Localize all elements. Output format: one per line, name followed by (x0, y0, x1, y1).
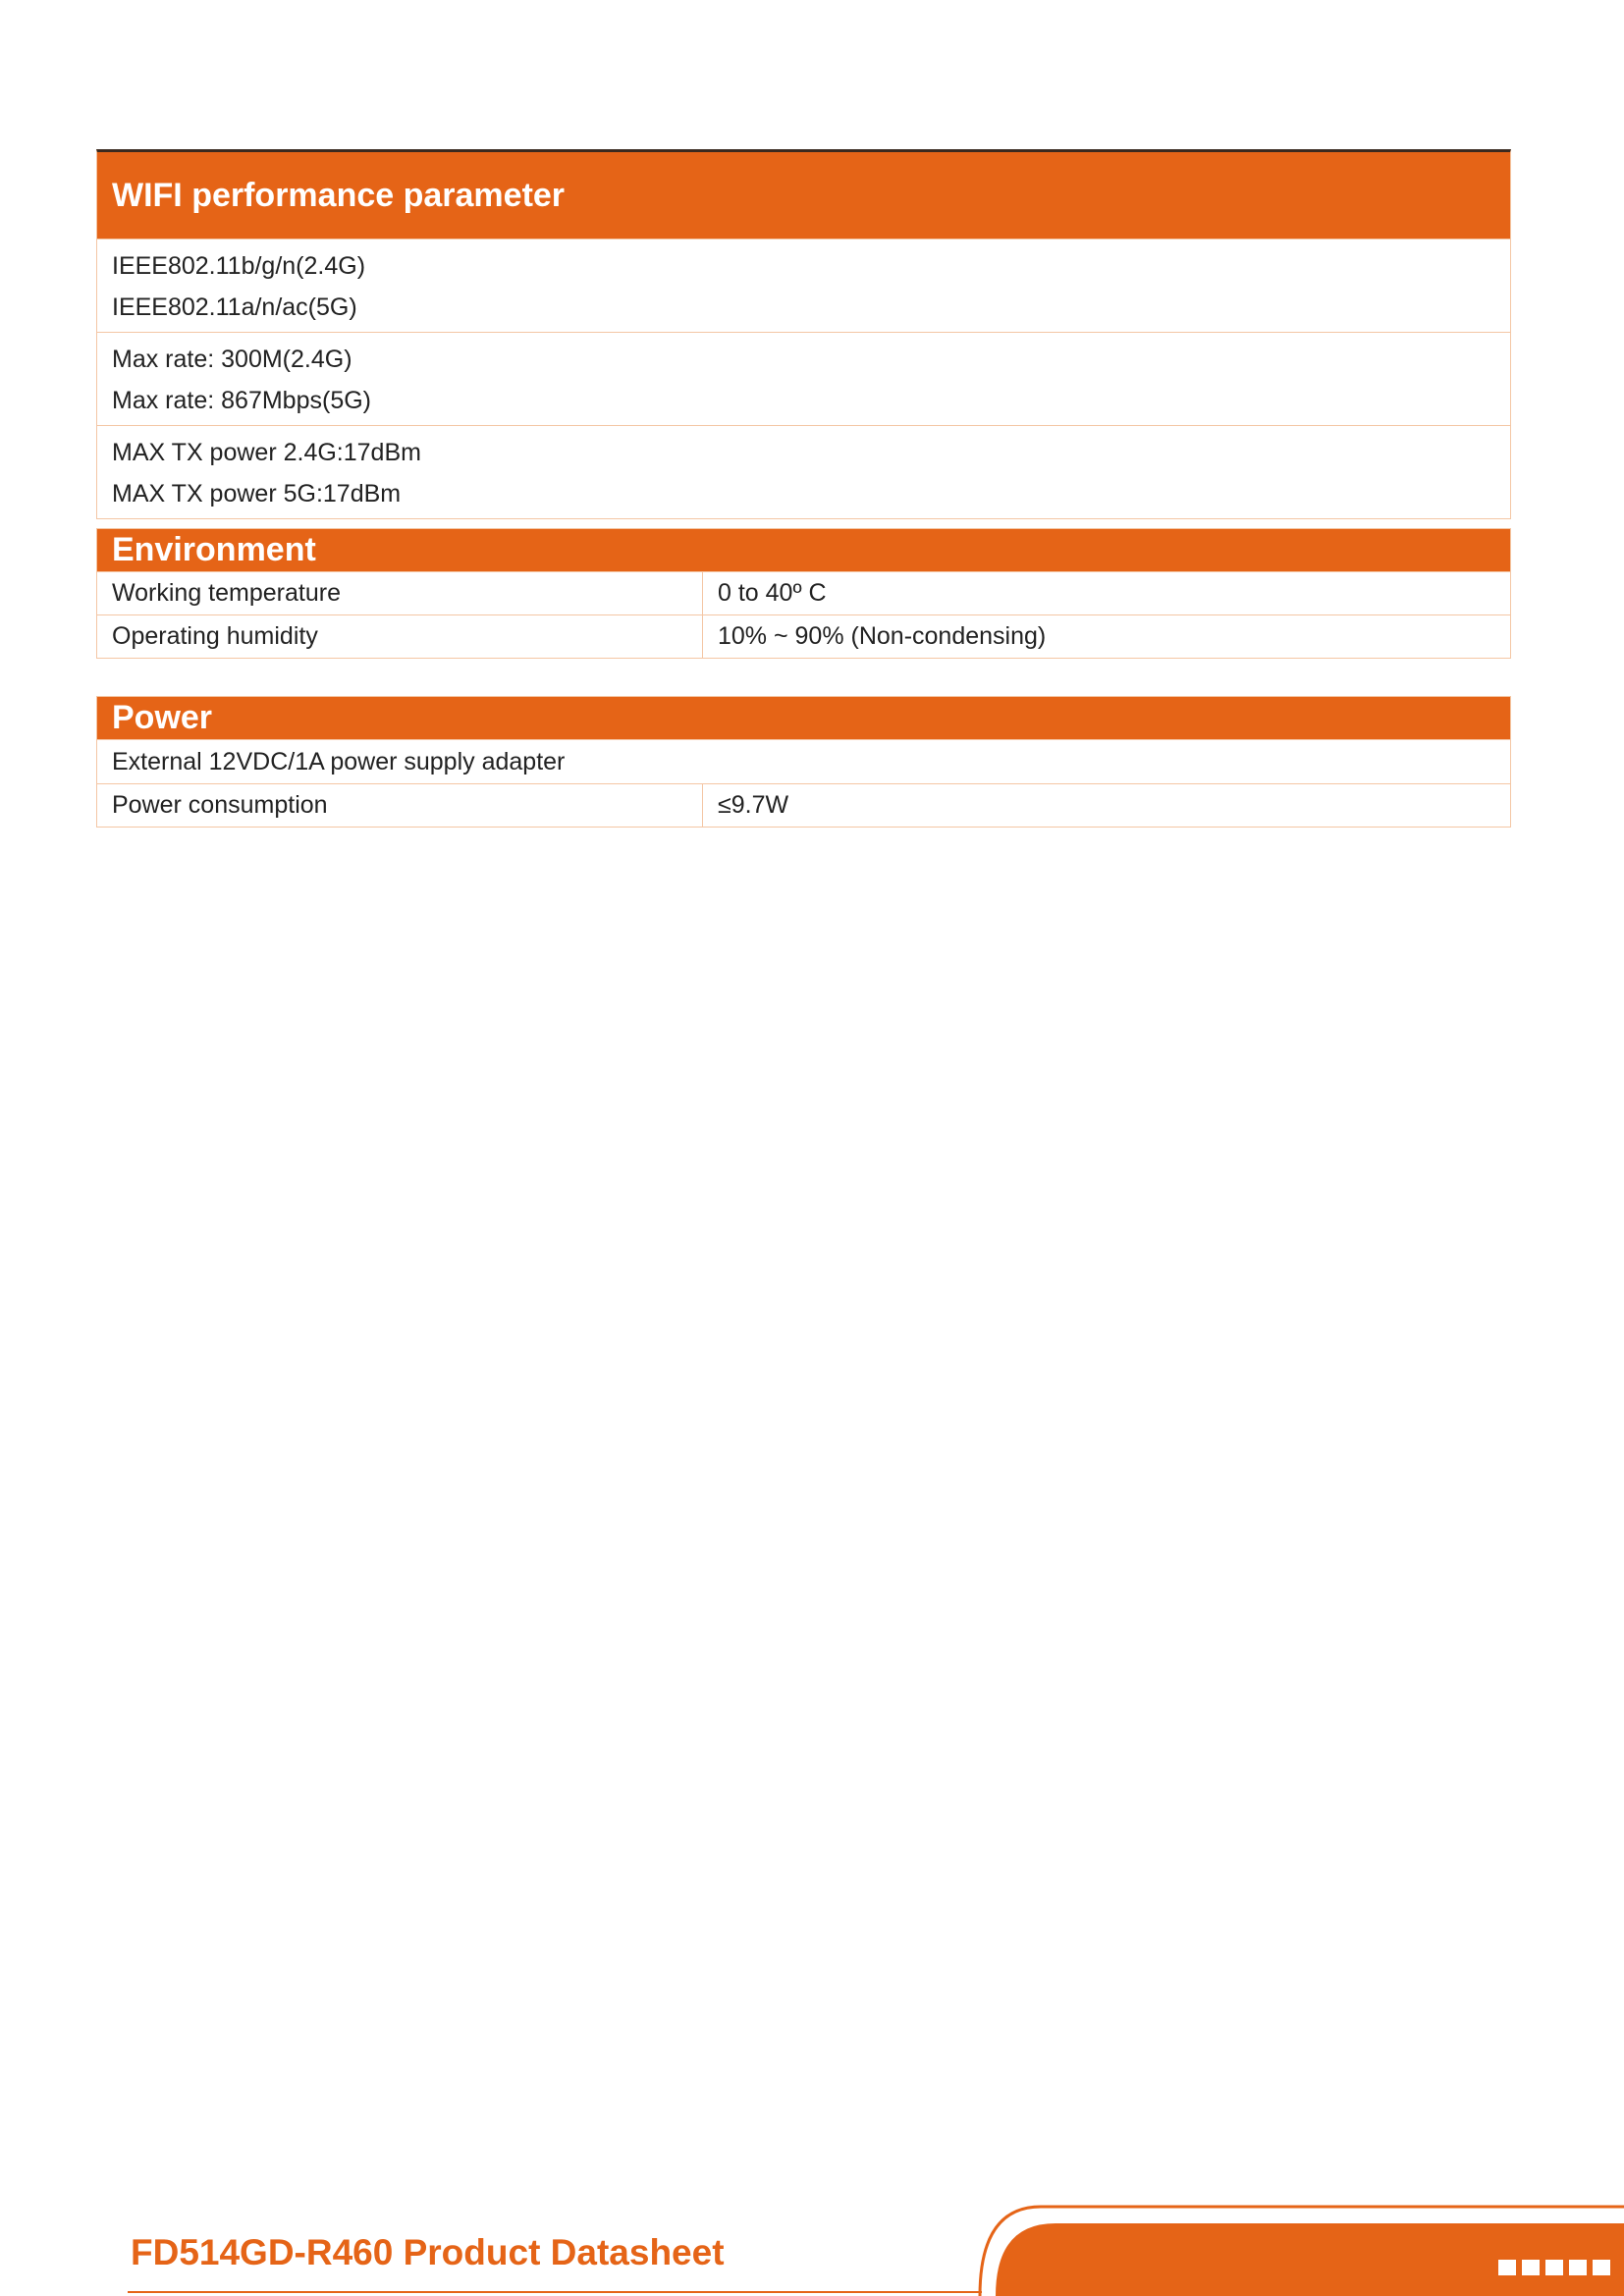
table-row (97, 783, 1510, 827)
table-row (97, 614, 1510, 658)
footer-divider (128, 2291, 982, 2293)
table-row (97, 425, 1510, 518)
table-row: External 12VDC/1A power supply adapter (97, 739, 1510, 783)
footer-squares-icon (1498, 2260, 1610, 2275)
row-label: Working temperature (97, 572, 703, 614)
row-value: 0 to 40º C (718, 579, 827, 607)
max-rate-5g: Max rate: 867Mbps(5G) (112, 387, 371, 414)
wifi-performance-section (96, 149, 1511, 519)
wifi-standard-24g: IEEE802.11b/g/n(2.4G) (112, 252, 366, 280)
footer-decoration (972, 2199, 1624, 2296)
section-title: WIFI performance parameter (97, 152, 1510, 239)
row-value: ≤9.7W (718, 791, 789, 819)
row-label: Operating humidity (97, 615, 703, 658)
footer-title: FD514GD-R460 Product Datasheet (131, 2232, 725, 2272)
max-rate-24g: Max rate: 300M(2.4G) (112, 346, 352, 373)
power-section (96, 696, 1511, 828)
tx-power-24g: MAX TX power 2.4G:17dBm (112, 439, 421, 466)
wifi-standard-5g: IEEE802.11a/n/ac(5G) (112, 294, 357, 321)
table-row (97, 571, 1510, 614)
section-title: Power (97, 697, 1510, 739)
row-value: 10% ~ 90% (Non-condensing) (718, 622, 1047, 650)
section-title: Environment (97, 529, 1510, 571)
row-label: Power consumption (97, 784, 703, 827)
tx-power-5g: MAX TX power 5G:17dBm (112, 480, 402, 507)
environment-section (96, 528, 1511, 659)
table-row (97, 239, 1510, 332)
table-row (97, 332, 1510, 425)
